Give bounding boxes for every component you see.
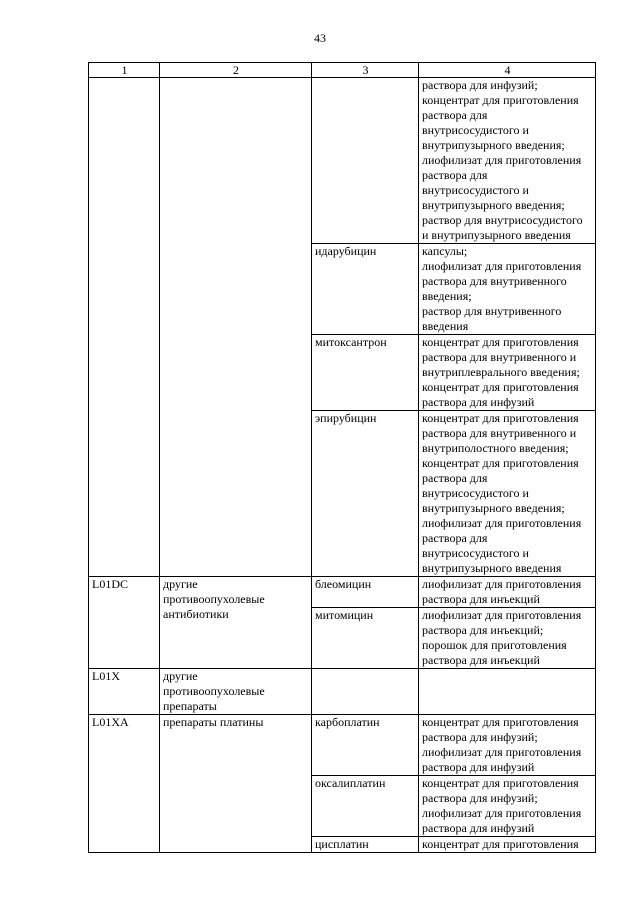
atc-code-cell: L01X [89,669,160,715]
header-col-4: 4 [419,63,596,78]
group-cell [160,78,312,577]
drug-table [88,62,596,853]
form-cell: концентрат для приготовления раствора для внутривенного и внутриполостного введения; концентрат для приготовления раствора для внутрисосудистого и внутрипузырного введения; лиофилизат для приготовления раствора для внутрисосудистого и внутрипузырного введения [419,411,596,577]
form-cell: лиофилизат для приготовления раствора для инъекций; порошок для приготовления раствора для инъекций [419,608,596,669]
atc-code-cell: L01DC [89,577,160,669]
drug-cell: эпирубицин [312,411,419,577]
form-cell: концентрат для приготовления [419,837,596,853]
form-cell: концентрат для приготовления раствора для инфузий; лиофилизат для приготовления раствора для инфузий [419,776,596,837]
table-row [89,577,596,608]
group-cell: препараты платины [160,715,312,853]
header-col-2: 2 [160,63,312,78]
drug-cell: митоксантрон [312,335,419,411]
drug-cell: карбоплатин [312,715,419,776]
atc-code-cell: L01XA [89,715,160,853]
table-header-row [89,63,596,78]
drug-cell [312,669,419,715]
form-cell [419,669,596,715]
drug-cell: митомицин [312,608,419,669]
group-cell: другие противоопухолевые препараты [160,669,312,715]
table-row [89,669,596,715]
form-cell: капсулы; лиофилизат для приготовления раствора для внутривенного введения; раствор для внутривенного введения [419,244,596,335]
group-cell: другие противоопухолевые антибиотики [160,577,312,669]
form-cell: концентрат для приготовления раствора для инфузий; лиофилизат для приготовления раствора для инфузий [419,715,596,776]
drug-cell: оксалиплатин [312,776,419,837]
drug-cell: блеомицин [312,577,419,608]
header-col-3: 3 [312,63,419,78]
drug-cell [312,78,419,244]
atc-code-cell [89,78,160,577]
form-cell: лиофилизат для приготовления раствора для инъекций [419,577,596,608]
page-number: 43 [314,31,326,45]
table-row [89,715,596,776]
drug-cell: идарубицин [312,244,419,335]
drug-cell: цисплатин [312,837,419,853]
table-row [89,78,596,244]
header-col-1: 1 [89,63,160,78]
form-cell: раствора для инфузий; концентрат для приготовления раствора для внутрисосудистого и внутрипузырного введения; лиофилизат для приготовления раствора для внутрисосудистого и внутрипузырного введения; раствор для внутрисосудистого и внутрипузырного введения [419,78,596,244]
form-cell: концентрат для приготовления раствора для внутривенного и внутриплеврального введения; концентрат для приготовления раствора для инфузий [419,335,596,411]
